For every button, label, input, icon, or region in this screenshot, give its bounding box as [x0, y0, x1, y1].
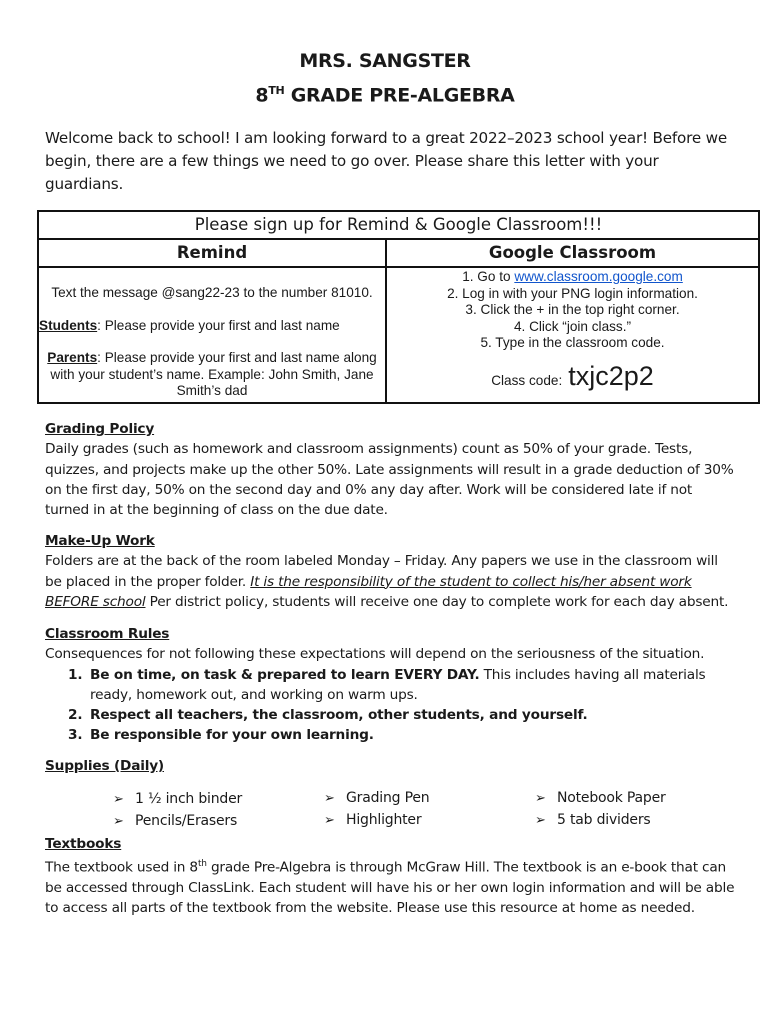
- textbooks-section: [45, 834, 735, 919]
- rule-bold-text: Be responsible for your own learning.: [90, 727, 374, 744]
- rule-item: [45, 665, 735, 706]
- supply-label: Pencils/Erasers: [135, 812, 238, 829]
- classroom-rules-section: [45, 624, 735, 746]
- grading-policy-section: [45, 419, 735, 520]
- supplies-heading: Supplies (Daily): [45, 758, 164, 774]
- arrow-bullet-icon: ➢: [113, 813, 124, 829]
- gc-step-4: 4. Click “join class.”: [513, 318, 632, 334]
- remind-parents: [39, 350, 385, 400]
- google-classroom-instructions: [386, 267, 759, 403]
- rule-item: [45, 705, 735, 725]
- arrow-bullet-icon: ➢: [113, 792, 124, 807]
- teacher-name: MRS. SANGSTER: [299, 50, 471, 72]
- classroom-link[interactable]: www.classroom.google.com: [514, 269, 683, 284]
- supplies-section: [45, 756, 735, 776]
- signup-banner: Please sign up for Remind & Google Classroom!!!: [38, 211, 759, 239]
- gc-step-5: 5. Type in the classroom code.: [480, 335, 665, 350]
- remind-header: Remind: [38, 239, 386, 267]
- arrow-bullet-icon: ➢: [324, 812, 335, 828]
- supply-item: [113, 811, 242, 833]
- textbooks-heading: Textbooks: [45, 836, 122, 852]
- makeup-work-heading: Make-Up Work: [45, 533, 155, 549]
- remind-students: [39, 318, 385, 335]
- supplies-column-2: [324, 788, 429, 831]
- class-code-label: Class code:: [491, 372, 563, 388]
- rule-item: [45, 725, 735, 745]
- arrow-bullet-icon: ➢: [535, 791, 546, 806]
- parents-text: : Please provide your first and last name along with your student’s name. Example: John Smith, Jane Smith’s dad: [50, 350, 377, 398]
- arrow-bullet-icon: ➢: [535, 812, 546, 828]
- makeup-text-2: Per district policy, students will receive one day to complete work for each day absent.: [145, 593, 729, 610]
- grade-number: 8: [255, 84, 269, 107]
- grading-policy-heading: Grading Policy: [45, 421, 155, 437]
- supply-label: 1 ½ inch binder: [135, 791, 243, 807]
- makeup-work-text: [45, 551, 735, 612]
- supply-label: Highlighter: [346, 811, 422, 828]
- intro-paragraph: Welcome back to school! I am looking forward to a great 2022–2023 school year! Before we begin, there are a few things we need to go over. Please share this letter with your guardians.: [45, 129, 727, 193]
- supply-item: [113, 789, 242, 811]
- rules-list: [45, 665, 735, 746]
- gc-step-1: [387, 269, 758, 286]
- remind-instructions: [38, 267, 386, 403]
- signup-table: [37, 210, 760, 404]
- textbooks-text-post: grade Pre-Algebra is through McGraw Hill. The textbook is an e-book that can be accessed through ClassLink. Each student will have his or her own login information and will be able to access all parts of the textbook from the website. Please use this resource at home as needed.: [45, 859, 735, 917]
- makeup-emphasis: It is the responsibility of the student to collect his/her absent work BEFORE school: [45, 573, 692, 610]
- gc-step-1-prefix: 1. Go to: [462, 269, 515, 284]
- makeup-text-1: Folders are at the back of the room labeled Monday – Friday. Any papers we use in the classroom will be placed in the proper folder.: [45, 553, 718, 590]
- makeup-work-section: [45, 531, 735, 612]
- textbooks-superscript: th: [197, 859, 207, 870]
- grading-policy-text: Daily grades (such as homework and classroom assignments) count as 50% of your grade. Tests, quizzes, and projects make up the other 50%. Late assignments will result in a grade deduction of 30% on the first day, 50% on the second day and 0% any day after. Work will be considered late if not turned in at the beginning of class on the due date.: [45, 441, 734, 519]
- supply-label: Notebook Paper: [557, 790, 666, 806]
- supply-item: [324, 788, 429, 810]
- textbooks-text-pre: The textbook used in 8: [45, 859, 198, 876]
- students-text: : Please provide your first and last name: [97, 317, 340, 333]
- textbooks-text: [45, 854, 735, 918]
- rule-number: 1.: [68, 666, 83, 683]
- class-code-line: [387, 360, 758, 391]
- supplies-column-3: [535, 788, 666, 831]
- supply-item: [324, 810, 429, 832]
- remind-text-message: Text the message @sang22-23 to the number 81010.: [51, 285, 373, 300]
- course-title: [0, 84, 770, 106]
- supply-item: [535, 810, 666, 832]
- students-label: Students: [39, 317, 98, 333]
- classroom-rules-heading: Classroom Rules: [45, 626, 170, 642]
- rule-bold-text: Respect all teachers, the classroom, other students, and yourself.: [90, 707, 588, 724]
- rule-rest-text: This includes having all materials ready, homework out, and working on warm ups.: [90, 666, 706, 703]
- rule-bold-text: Be on time, on task & prepared to learn EVERY DAY.: [90, 666, 480, 683]
- arrow-bullet-icon: ➢: [324, 791, 335, 806]
- grade-superscript: TH: [268, 84, 285, 97]
- course-name: GRADE PRE-ALGEBRA: [290, 84, 515, 107]
- supply-label: 5 tab dividers: [557, 811, 651, 828]
- rule-number: 3.: [68, 727, 83, 744]
- rule-number: 2.: [68, 707, 83, 724]
- supply-label: Grading Pen: [346, 790, 430, 806]
- gc-step-2: 2. Log in with your PNG login information.: [447, 285, 698, 301]
- supplies-column-1: [113, 789, 242, 832]
- parents-label: Parents: [47, 350, 98, 365]
- classroom-rules-intro: Consequences for not following these expectations will depend on the seriousness of the situation.: [45, 646, 705, 663]
- gc-step-3: 3. Click the + in the top right corner.: [465, 302, 680, 317]
- class-code-value: txjc2p2: [568, 360, 654, 391]
- google-classroom-header: Google Classroom: [386, 239, 759, 267]
- supply-item: [535, 788, 666, 810]
